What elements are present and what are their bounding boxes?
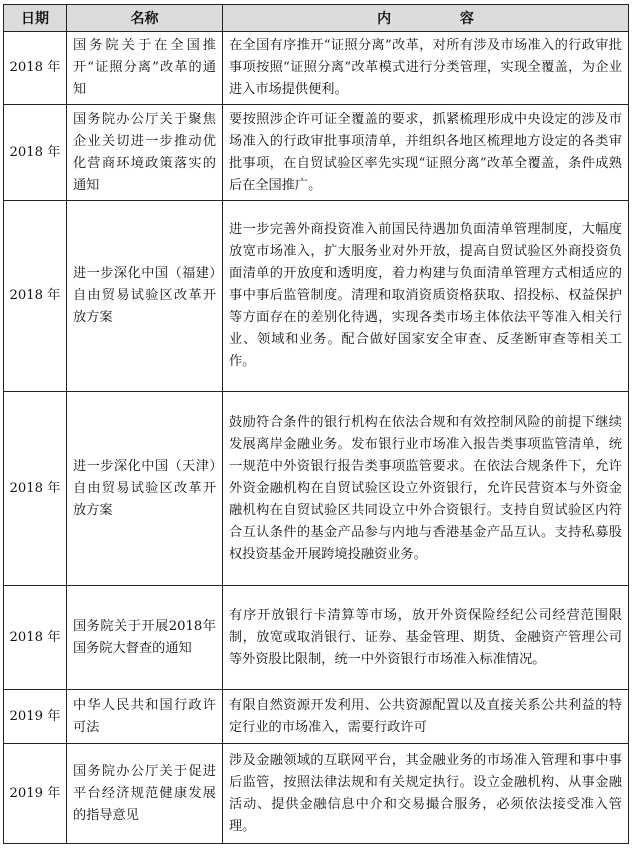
row-date: 2018 年 — [4, 32, 67, 105]
table-row — [4, 744, 629, 844]
row-content: 要按照涉企许可证全覆盖的要求，抓紧梳理形成中央设定的涉及市场准入的行政审批事项清单，并组织各地区梳理地方设定的各类审批事项，在自贸试验区率先实现“证照分离”改革全覆盖，条件成熟后在全国推广。 — [223, 105, 629, 201]
header-name: 名称 — [67, 5, 223, 32]
row-content: 进一步完善外商投资准入前国民待遇加负面清单管理制度，大幅度放宽市场准入，扩大服务业对外开放，提高自贸试验区外商投资负面清单的开放度和透明度，着力构建与负面清单管理方式相适应的事中事后监管制度。清理和取消资质资格获取、招投标、权益保护等方面存在的差别化待遇，实现各类市场主体依法平等准入相关行业、领域和业务。配合做好国家安全审查、反垄断审查等相关工作。 — [223, 201, 629, 392]
table-row — [4, 690, 629, 744]
row-date: 2018 年 — [4, 586, 67, 690]
row-content: 有序开放银行卡清算等市场，放开外资保险经纪公司经营范围限制，放宽或取消银行、证券、基金管理、期货、金融资产管理公司等外资股比限制，统一中外资银行市场准入标准情况。 — [223, 586, 629, 690]
header-content: 内 容 — [223, 5, 629, 32]
row-content: 鼓励符合条件的银行机构在依法合规和有效控制风险的前提下继续发展离岸金融业务。发布银行业市场准入报告类事项监管清单，统一规范中外资银行报告类事项监管要求。在依法合规条件下，允许外资金融机构在自贸试验区设立外资银行，允许民营资本与外资金融机构在自贸试验区共同设立中外合资银行。支持自贸试验区内符合互认条件的基金产品参与内地与香港基金产品互认。支持私募股权投资基金开展跨境投融资业务。 — [223, 392, 629, 586]
row-name: 国务院办公厅关于聚焦企业关切进一步推动优化营商环境政策落实的通知 — [67, 105, 223, 201]
row-date: 2018 年 — [4, 105, 67, 201]
row-date: 2019 年 — [4, 690, 67, 744]
table-row — [4, 392, 629, 586]
table-row — [4, 105, 629, 201]
row-content: 涉及金融领域的互联网平台，其金融业务的市场准入管理和事中事后监管，按照法律法规和有关规定执行。设立金融机构、从事金融活动、提供金融信息中介和交易撮合服务，必须依法接受准入管理。 — [223, 744, 629, 844]
row-date: 2018 年 — [4, 392, 67, 586]
row-date: 2019 年 — [4, 744, 67, 844]
row-date: 2018 年 — [4, 201, 67, 392]
row-content: 有限自然资源开发利用、公共资源配置以及直接关系公共利益的特定行业的市场准入，需要行政许可 — [223, 690, 629, 744]
row-name: 国务院关于在全国推开“证照分离”改革的通知 — [67, 32, 223, 105]
row-name: 进一步深化中国（天津）自由贸易试验区改革开放方案 — [67, 392, 223, 586]
header-date: 日期 — [4, 5, 67, 32]
policy-table — [3, 4, 629, 844]
table-header-row — [4, 5, 629, 32]
table-row — [4, 32, 629, 105]
row-name: 进一步深化中国（福建）自由贸易试验区改革开放方案 — [67, 201, 223, 392]
row-name: 中华人民共和国行政许可法 — [67, 690, 223, 744]
row-content: 在全国有序推开“证照分离”改革，对所有涉及市场准入的行政审批事项按照“证照分离”改革模式进行分类管理，实现全覆盖，为企业进入市场提供便利。 — [223, 32, 629, 105]
table-row — [4, 201, 629, 392]
row-name: 国务院关于开展2018年国务院大督查的通知 — [67, 586, 223, 690]
table-row — [4, 586, 629, 690]
row-name: 国务院办公厅关于促进平台经济规范健康发展的指导意见 — [67, 744, 223, 844]
